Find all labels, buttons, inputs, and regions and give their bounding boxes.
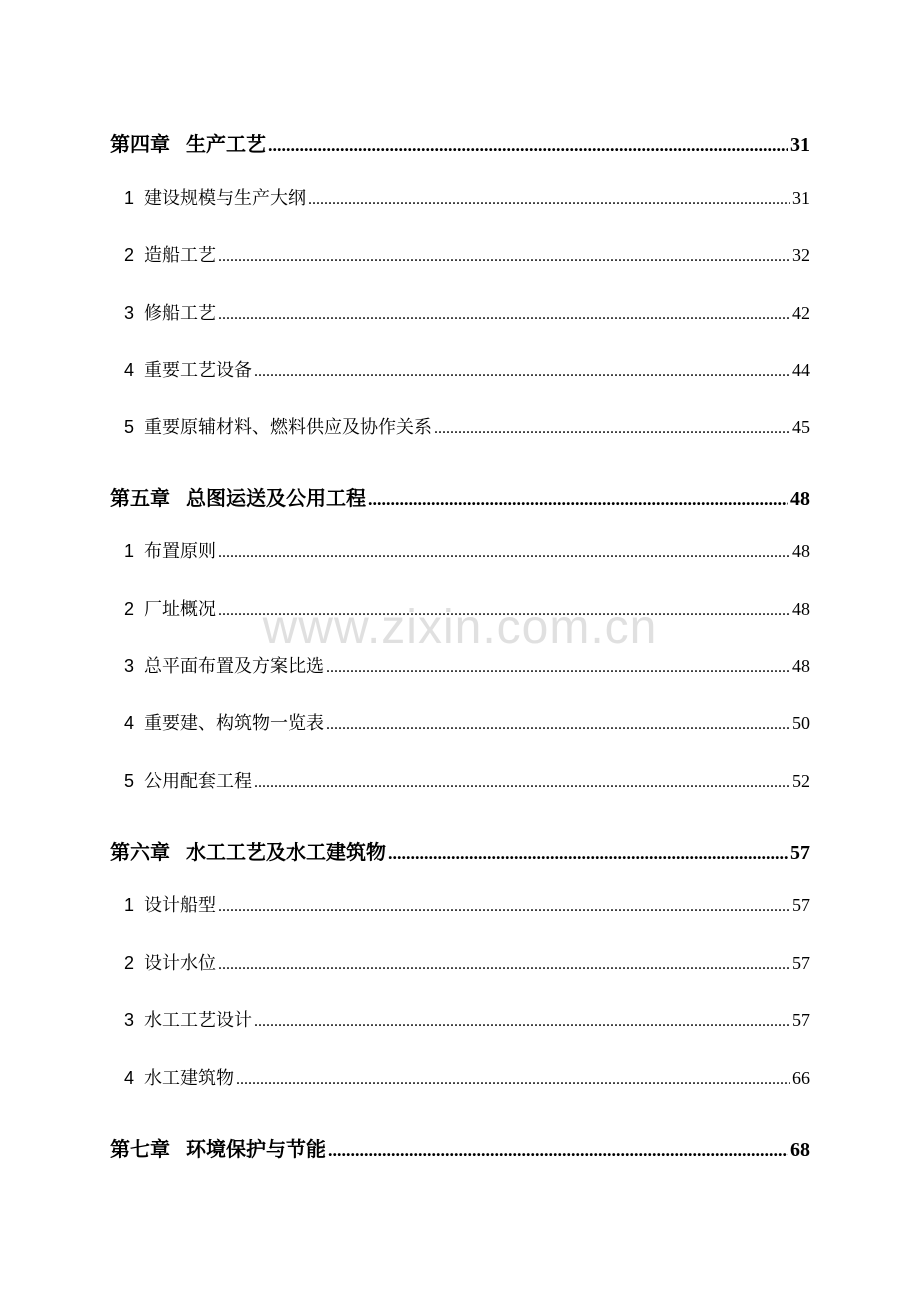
page-number: 31 xyxy=(790,134,810,156)
section-title: 建设规模与生产大纲 xyxy=(144,188,306,209)
toc-section-4-1[interactable] xyxy=(110,184,810,212)
page-number: 52 xyxy=(792,771,810,791)
page-number: 32 xyxy=(792,245,810,265)
page-number: 57 xyxy=(792,953,810,973)
dot-leader xyxy=(218,245,790,266)
dot-leader xyxy=(368,486,788,510)
section-title: 修船工艺 xyxy=(144,303,216,324)
toc-chapter-6[interactable] xyxy=(110,836,810,864)
page-number: 42 xyxy=(792,303,810,323)
section-number: 5 xyxy=(124,771,135,791)
section-title: 总平面布置及方案比选 xyxy=(144,656,324,677)
dot-leader xyxy=(218,895,790,916)
section-title: 造船工艺 xyxy=(144,245,216,266)
section-title: 重要原辅材料、燃料供应及协作关系 xyxy=(144,417,432,438)
section-title: 水工建筑物 xyxy=(144,1068,234,1089)
toc-chapter-4[interactable] xyxy=(110,128,810,156)
section-number: 1 xyxy=(124,895,135,915)
dot-leader xyxy=(326,656,790,677)
section-title: 重要工艺设备 xyxy=(144,360,252,381)
watermark: www.zixin.com.cn xyxy=(262,601,658,654)
section-title: 设计船型 xyxy=(144,895,216,916)
chapter-label: 第六章 xyxy=(110,840,170,864)
page-number: 45 xyxy=(792,417,810,437)
dot-leader xyxy=(268,132,788,156)
page-number: 48 xyxy=(790,488,810,510)
page-number: 48 xyxy=(792,541,810,561)
section-number: 5 xyxy=(124,417,135,437)
dot-leader xyxy=(388,840,788,864)
toc-section-6-1[interactable] xyxy=(110,891,810,919)
dot-leader xyxy=(434,417,790,438)
page-number: 44 xyxy=(792,360,810,380)
toc-section-6-2[interactable] xyxy=(110,949,810,977)
chapter-title: 环境保护与节能 xyxy=(186,1137,326,1161)
toc-section-4-3[interactable] xyxy=(110,299,810,327)
toc-section-6-4[interactable] xyxy=(110,1064,810,1092)
dot-leader xyxy=(308,188,790,209)
page-number: 57 xyxy=(792,1010,810,1030)
toc-section-5-5[interactable] xyxy=(110,767,810,795)
section-number: 1 xyxy=(124,541,135,561)
page-number: 31 xyxy=(792,188,810,208)
page-number: 57 xyxy=(790,842,810,864)
section-title: 重要建、构筑物一览表 xyxy=(144,713,324,734)
section-number: 4 xyxy=(124,713,135,733)
dot-leader xyxy=(218,303,790,324)
toc-section-6-3[interactable] xyxy=(110,1006,810,1034)
section-title: 布置原则 xyxy=(144,541,216,562)
page-number: 48 xyxy=(792,599,810,619)
toc-section-5-2[interactable] xyxy=(110,595,810,623)
chapter-label: 第七章 xyxy=(110,1137,170,1161)
dot-leader xyxy=(218,953,790,974)
dot-leader xyxy=(236,1068,790,1089)
page-number: 50 xyxy=(792,713,810,733)
toc-section-5-3[interactable] xyxy=(110,652,810,680)
chapter-title: 总图运送及公用工程 xyxy=(186,486,366,510)
section-number: 3 xyxy=(124,303,135,323)
chapter-title: 水工工艺及水工建筑物 xyxy=(186,840,386,864)
section-number: 1 xyxy=(124,188,135,208)
section-title: 厂址概况 xyxy=(144,599,216,620)
section-number: 3 xyxy=(124,656,135,676)
dot-leader xyxy=(254,771,790,792)
page-number: 68 xyxy=(790,1139,810,1161)
page-number: 57 xyxy=(792,895,810,915)
page-number: 66 xyxy=(792,1068,810,1088)
toc-section-5-1[interactable] xyxy=(110,537,810,565)
chapter-label: 第五章 xyxy=(110,486,170,510)
toc-chapter-5[interactable] xyxy=(110,482,810,510)
section-title: 设计水位 xyxy=(144,953,216,974)
dot-leader xyxy=(326,713,790,734)
section-number: 2 xyxy=(124,245,135,265)
section-number: 2 xyxy=(124,953,135,973)
page-number: 48 xyxy=(792,656,810,676)
dot-leader xyxy=(328,1137,788,1161)
chapter-title: 生产工艺 xyxy=(186,132,266,156)
toc-section-4-4[interactable] xyxy=(110,356,810,384)
section-title: 水工工艺设计 xyxy=(144,1010,252,1031)
section-number: 3 xyxy=(124,1010,135,1030)
section-number: 2 xyxy=(124,599,135,619)
toc-section-5-4[interactable] xyxy=(110,709,810,737)
section-number: 4 xyxy=(124,1068,135,1088)
section-title: 公用配套工程 xyxy=(144,771,252,792)
dot-leader xyxy=(218,541,790,562)
dot-leader xyxy=(254,360,790,381)
dot-leader xyxy=(254,1010,790,1031)
toc-chapter-7[interactable] xyxy=(110,1133,810,1161)
section-number: 4 xyxy=(124,360,135,380)
toc-section-4-5[interactable] xyxy=(110,413,810,441)
toc-section-4-2[interactable] xyxy=(110,241,810,269)
chapter-label: 第四章 xyxy=(110,132,170,156)
dot-leader xyxy=(218,599,790,620)
